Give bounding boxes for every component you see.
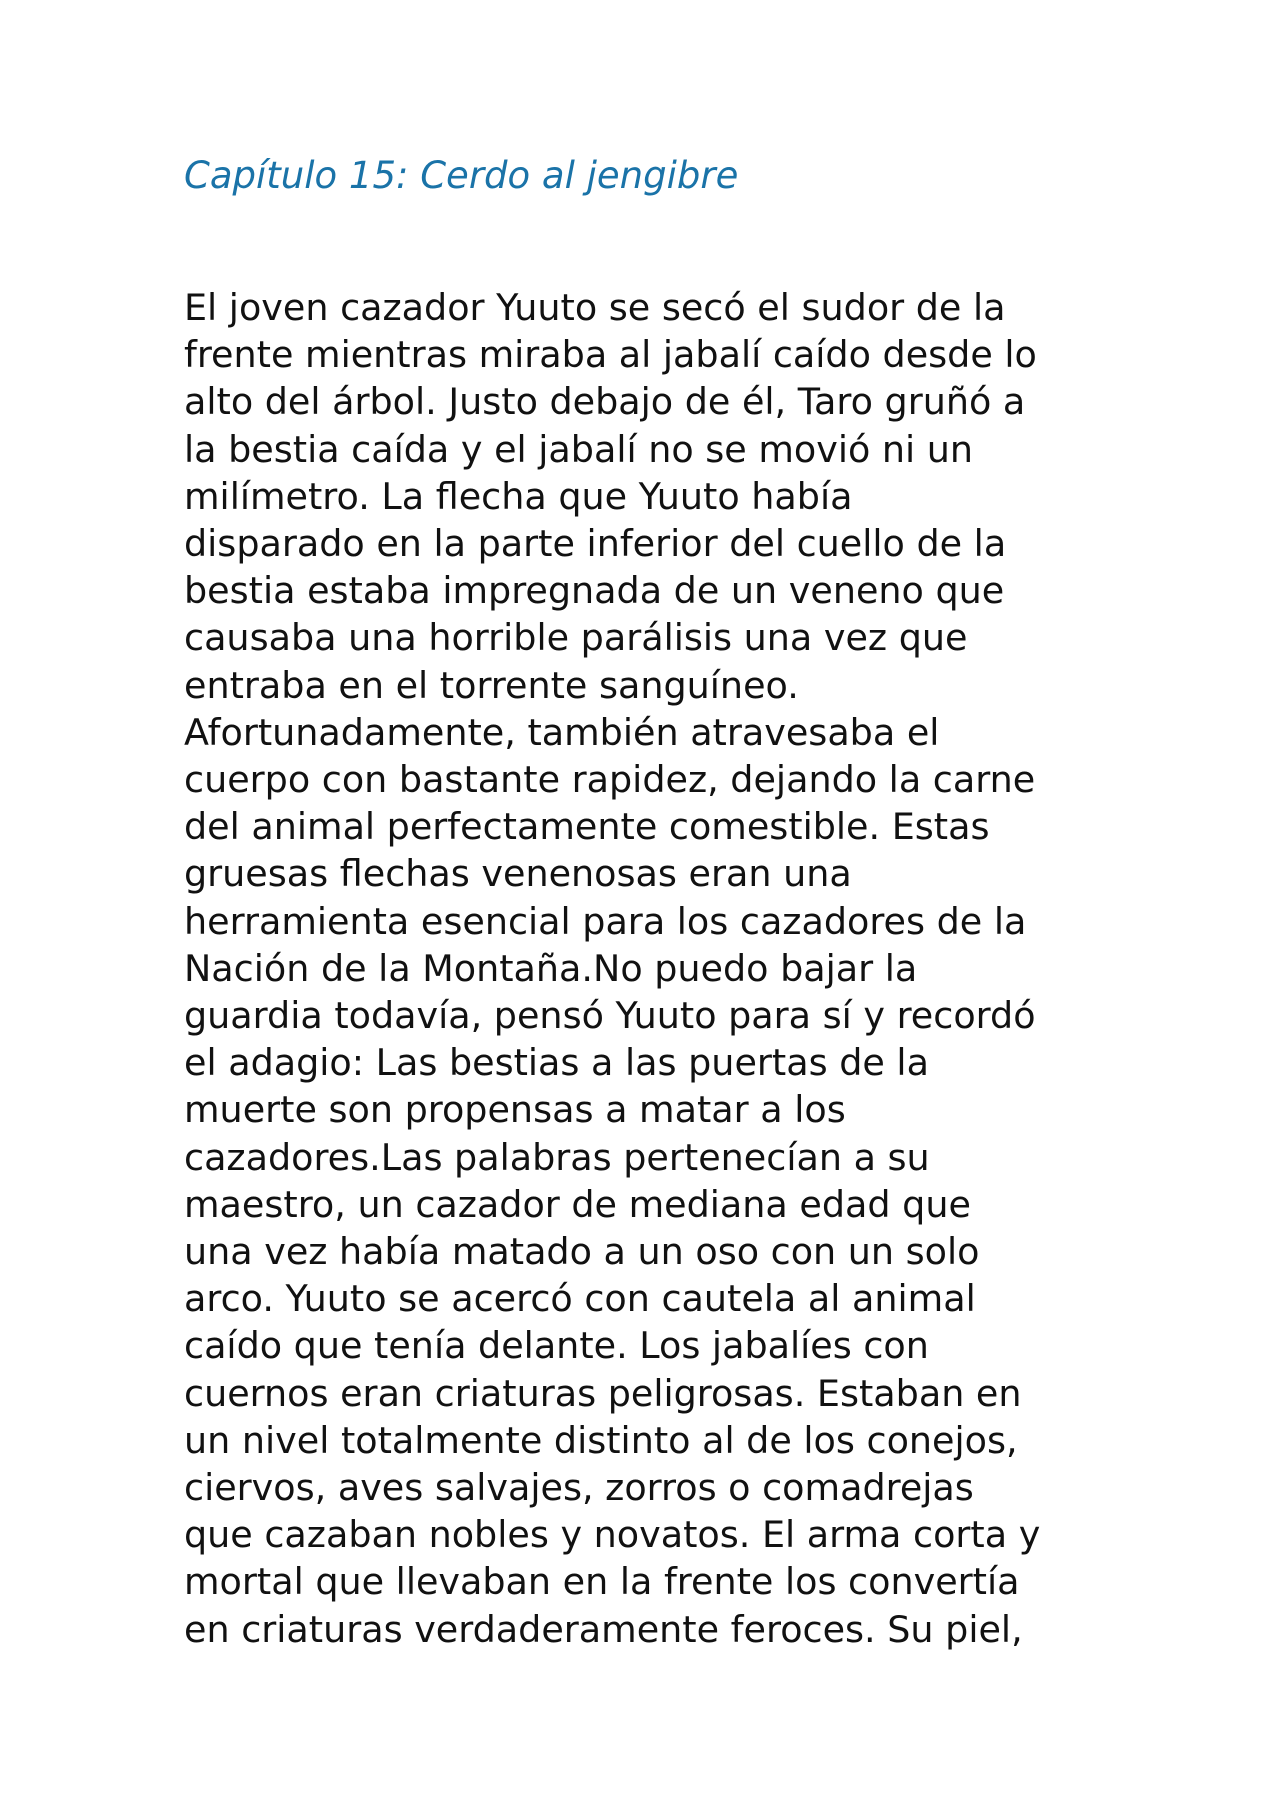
text-line: la bestia caída y el jabalí no se movió ni un <box>184 427 974 471</box>
text-line: frente mientras miraba al jabalí caído desde lo <box>184 333 1037 377</box>
text-line: en criaturas verdaderamente feroces. Su piel, <box>184 1607 1023 1651</box>
text-line: muerte son propensas a matar a los <box>184 1088 846 1132</box>
text-line: herramienta esencial para los cazadores de la <box>184 899 1027 943</box>
text-line: cazadores.Las palabras pertenecían a su <box>184 1135 930 1179</box>
text-line: cuerpo con bastante rapidez, dejando la carne <box>184 758 1036 802</box>
text-line: bestia estaba impregnada de un veneno que <box>184 569 1005 613</box>
text-line: el adagio: Las bestias a las puertas de la <box>184 1041 929 1085</box>
text-line: milímetro. La flecha que Yuuto había <box>184 474 853 518</box>
text-line: cuernos eran criaturas peligrosas. Estaban en <box>184 1371 1022 1415</box>
text-line: arco. Yuuto se acercó con cautela al animal <box>184 1277 976 1321</box>
text-line: maestro, un cazador de mediana edad que <box>184 1182 971 1226</box>
text-line: alto del árbol. Justo debajo de él, Taro gruñó a <box>184 380 1026 424</box>
text-line: gruesas flechas venenosas eran una <box>184 852 852 896</box>
text-line: que cazaban nobles y novatos. El arma corta y <box>184 1513 1041 1557</box>
body-paragraph <box>184 284 1124 1653</box>
text-line: entraba en el torrente sanguíneo. <box>184 663 799 707</box>
text-line: Nación de la Montaña.No puedo bajar la <box>184 946 918 990</box>
text-line: un nivel totalmente distinto al de los conejos, <box>184 1418 1018 1462</box>
chapter-title: Capítulo 15: Cerdo al jengibre <box>184 154 739 197</box>
text-line: una vez había matado a un oso con un solo <box>184 1230 980 1274</box>
text-line: El joven cazador Yuuto se secó el sudor de la <box>184 286 1006 329</box>
text-line: disparado en la parte inferior del cuello de la <box>184 522 1007 566</box>
text-line: causaba una horrible parálisis una vez que <box>184 616 968 660</box>
text-line: mortal que llevaban en la frente los convertía <box>184 1560 1020 1604</box>
text-line: Afortunadamente, también atravesaba el <box>184 710 940 754</box>
text-line: ciervos, aves salvajes, zorros o comadrejas <box>184 1466 974 1510</box>
text-line: del animal perfectamente comestible. Estas <box>184 805 990 849</box>
text-line: guardia todavía, pensó Yuuto para sí y recordó <box>184 994 1036 1038</box>
text-line: caído que tenía delante. Los jabalíes con <box>184 1324 929 1368</box>
